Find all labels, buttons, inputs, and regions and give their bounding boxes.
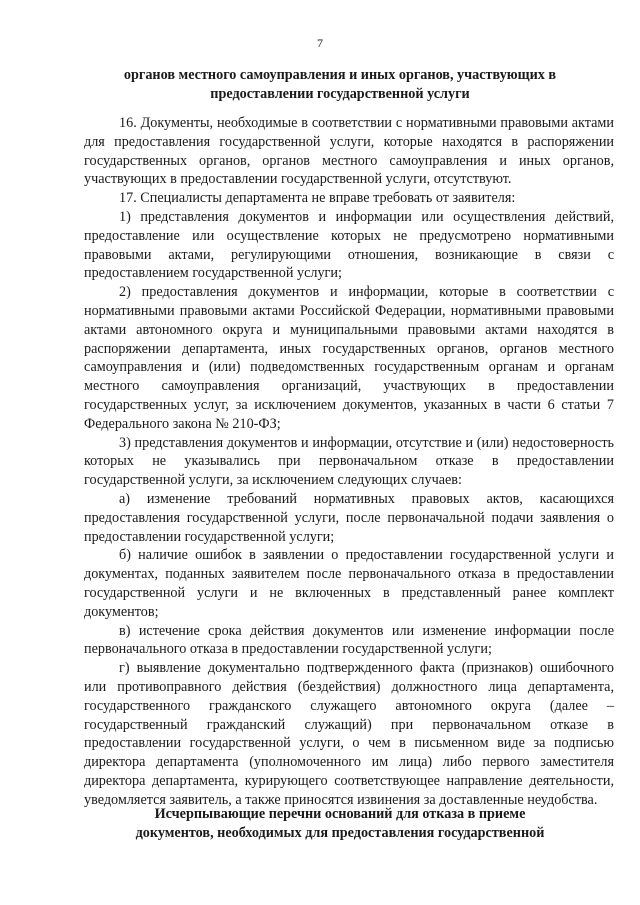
paragraph-17-item-3c: в) истечение срока действия документов или изменение информации после первоначального отказа в предоставлении государственной услуги;	[84, 622, 614, 658]
heading-bottom-line-2: документов, необходимых для предоставления государственной	[135, 825, 545, 841]
document-body	[84, 114, 614, 809]
page-number: 7	[317, 36, 323, 50]
paragraph-17-item-3: 3) представления документов и информации, отсутствие и (или) недостоверность которых не указывались при первоначальном отказе в предоставлении государственной услуги, за исключением следующих случаев:	[84, 434, 614, 489]
paragraph-17-item-3b: б) наличие ошибок в заявлении о предоставлении государственной услуги и документах, поданных заявителем после первоначального отказа в предоставлении государственной услуги и не включенных в представленный ранее комплект документов;	[84, 547, 614, 620]
section-heading-top	[80, 66, 600, 104]
section-heading-bottom	[80, 805, 600, 843]
heading-top-line-2: предоставлении государственной услуги	[210, 86, 470, 102]
heading-top-line-1: органов местного самоуправления и иных органов, участвующих в	[123, 67, 557, 83]
paragraph-17-item-3d: г) выявление документально подтвержденного факта (признаков) ошибочного или противоправного действия (бездействия) должностного лица департамента, государственного гражданского служащего автономного округа (далее – государственный гражданский служащий) при первоначальном отказе в предоставлении государственной услуги, о чем в письменном виде за подписью директора департамента (уполномоченного им лица) либо первого заместителя директора департамента, курирующего соответствующее направление деятельности, уведомляется заявитель, а также приносятся извинения за доставленные неудобства.	[84, 660, 614, 808]
paragraph-17: 17. Специалисты департамента не вправе требовать от заявителя:	[119, 190, 516, 207]
paragraph-17-item-3a: а) изменение требований нормативных правовых актов, касающихся предоставления государственной услуги, после первоначальной подачи заявления о предоставлении государственной услуги;	[84, 490, 614, 545]
heading-bottom-line-1: Исчерпывающие перечни оснований для отказа в приеме	[154, 806, 526, 822]
paragraph-17-item-2: 2) предоставления документов и информации, которые в соответствии с нормативными правовыми актами Российской Федерации, нормативными правовыми актами автономного округа и муниципальными правовыми актами находятся в распоряжении департамента, иных государственных органов, органов местного самоуправления и (или) подведомственных государственным органам и органам местного самоуправления организаций, участвующих в предоставлении государственных услуг, за исключением документов, указанных в части 6 статьи 7 Федерального закона № 210-ФЗ;	[84, 284, 614, 432]
paragraph-16: 16. Документы, необходимые в соответствии с нормативными правовыми актами для предоставления государственной услуги, которые находятся в распоряжении государственных органов, органов местного самоуправления и иных органов, участвующих в предоставлении государственной услуги, отсутствуют.	[84, 115, 614, 188]
paragraph-17-item-1: 1) представления документов и информации или осуществления действий, предоставление или осуществление которых не предусмотрено нормативными правовыми актами, регулирующими отношения, возникающие в связи с предоставлением государственной услуги;	[84, 208, 614, 282]
